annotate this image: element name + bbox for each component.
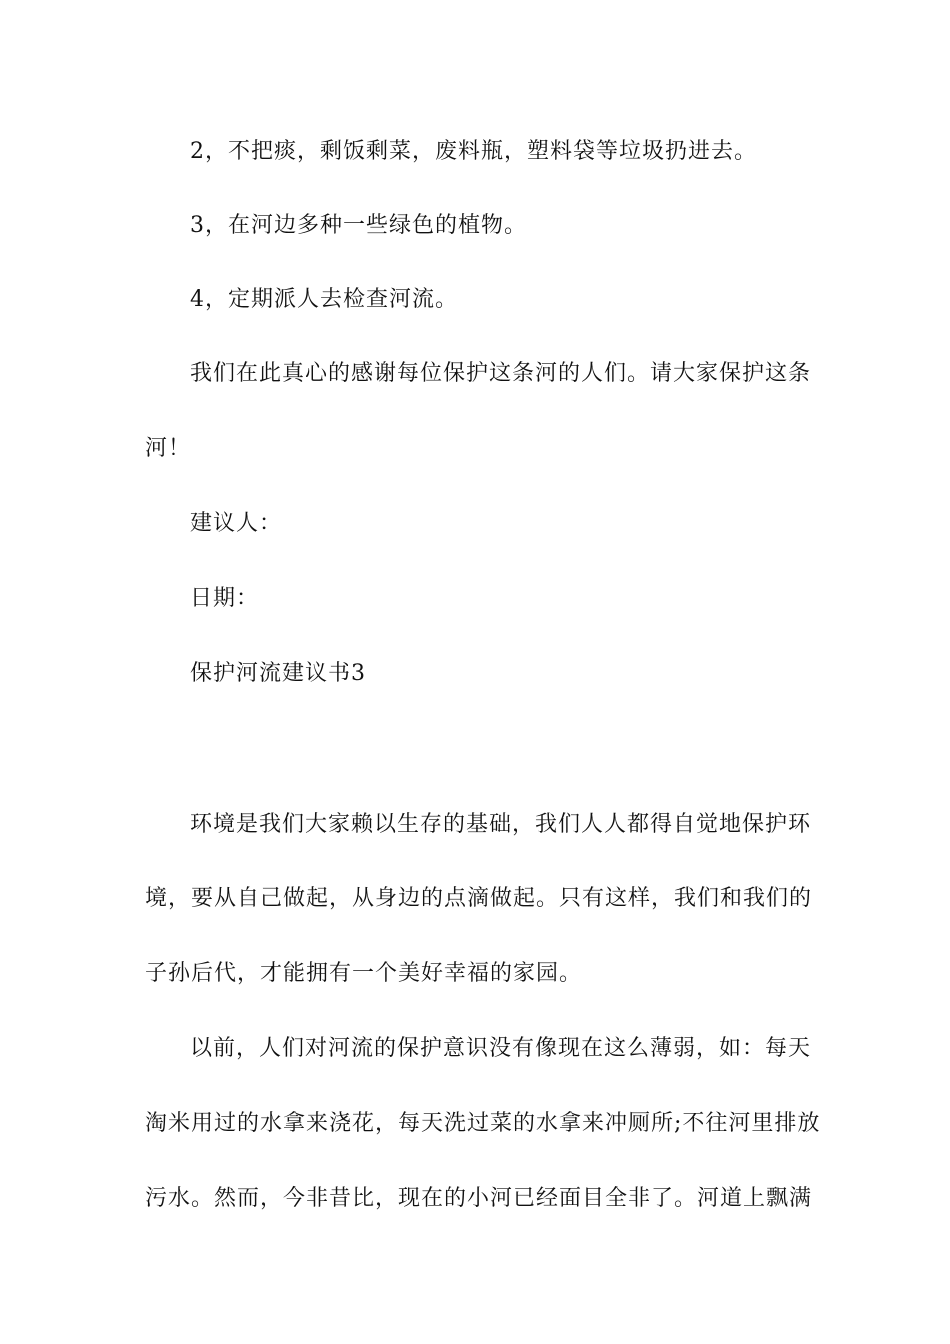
paragraph-past-line-3: 污水。然而，今非昔比，现在的小河已经面目全非了。河道上飘满: [145, 1186, 813, 1211]
paragraph-thanks-line-1: 我们在此真心的感谢每位保护这条河的人们。请大家保护这条: [190, 361, 812, 386]
paragraph-thanks-line-2: 河！: [145, 436, 192, 461]
paragraph-environment-line-1: 环境是我们大家赖以生存的基础，我们人人都得自觉地保护环: [190, 812, 812, 837]
paragraph-environment-line-3: 子孙后代，才能拥有一个美好幸福的家园。: [145, 961, 583, 986]
list-item-4: 4，定期派人去检查河流。: [190, 287, 458, 312]
date-label: 日期：: [190, 586, 260, 611]
paragraph-environment-line-2: 境，要从自己做起，从身边的点滴做起。只有这样，我们和我们的: [145, 886, 813, 911]
list-item-3: 3，在河边多种一些绿色的植物。: [190, 213, 527, 238]
section-title: 保护河流建议书3: [190, 661, 366, 686]
paragraph-past-line-2: 淘米用过的水拿来浇花，每天洗过菜的水拿来冲厕所;不往河里排放: [145, 1111, 821, 1136]
list-item-2: 2，不把痰，剩饭剩菜，废料瓶，塑料袋等垃圾扔进去。: [190, 139, 757, 164]
proposer-label: 建议人：: [190, 511, 283, 536]
paragraph-past-line-1: 以前，人们对河流的保护意识没有像现在这么薄弱，如：每天: [190, 1036, 812, 1061]
